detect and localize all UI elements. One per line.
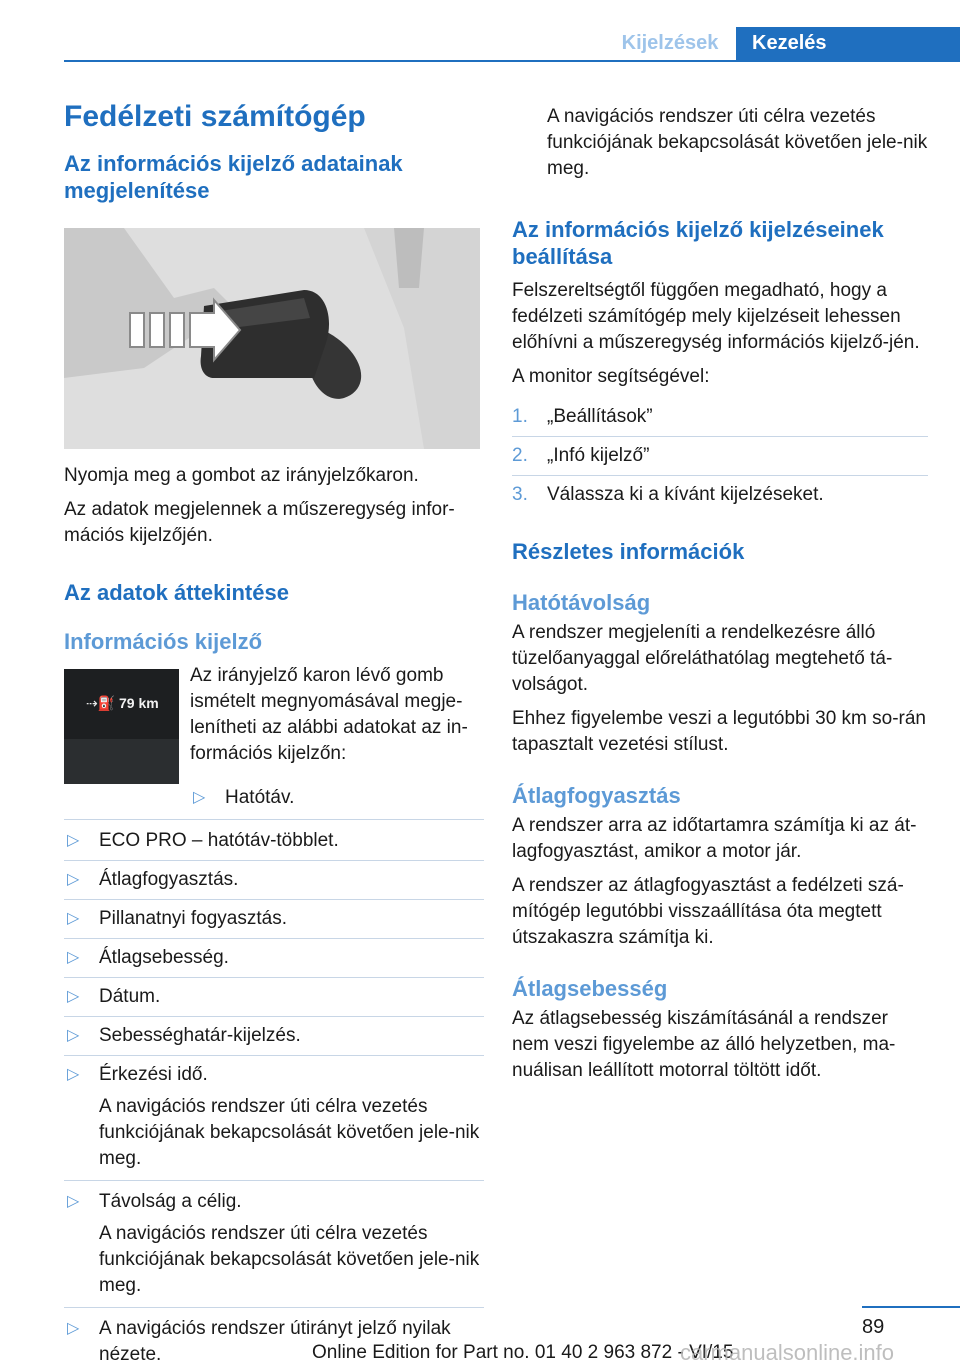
list-item: ▷ Érkezési idő. xyxy=(64,1062,484,1088)
list-item: ▷ Átlagsebesség. xyxy=(64,945,484,971)
triangle-bullet-icon: ▷ xyxy=(67,1193,80,1210)
triangle-bullet-icon: ▷ xyxy=(67,949,80,966)
divider xyxy=(64,938,484,939)
instruction-data-shown: Az adatok megjelennek a műszeregység infor-mációs kijelzőjén. xyxy=(64,499,455,546)
info-display-text: Az irányjelző karon lévő gomb ismételt megnyomásával megje-lenítheti az alábbi adatokat az in-formációs kijelzőn: xyxy=(190,665,468,764)
triangle-bullet-icon: ▷ xyxy=(67,1320,80,1337)
section-heading-settings: Az információs kijelző kijelzéseinek beállítása xyxy=(512,217,884,269)
step-item: 1. „Beállítások” xyxy=(512,406,653,427)
info-display-block xyxy=(64,663,484,785)
list-item-note: A navigációs rendszer úti célra vezetés funkciójának bekapcsolását követően jele-nik meg. xyxy=(99,1096,480,1169)
tab-kezeles[interactable]: Kezelés xyxy=(736,27,960,62)
list-item: ▷ A navigációs rendszer útirányt jelző nyilak nézete. xyxy=(67,1318,451,1365)
monitor-text: A monitor segítségével: xyxy=(512,366,710,387)
consumption-text-2: A rendszer az átlagfogyasztást a fedélzeti szá-mítógép legutóbbi visszaállítása óta megtett útszakaszra számítja ki. xyxy=(512,875,904,948)
edition-text: Online Edition for Part no. 01 40 2 963 872 - VI/15 xyxy=(312,1342,734,1363)
step-item: 2. „Infó kijelző” xyxy=(512,445,650,466)
triangle-bullet-icon: ▷ xyxy=(67,1066,80,1083)
turn-signal-stalk-illustration xyxy=(64,228,480,449)
triangle-bullet-icon: ▷ xyxy=(67,1027,80,1044)
settings-text: Felszereltségtől függően megadható, hogy a fedélzeti számítógép mely kijelzéseit lehessen előhívni a műszeregység információs kijelző-jén. xyxy=(512,280,920,353)
right-column xyxy=(512,104,928,1084)
page-title: Fedélzeti számítógép xyxy=(64,100,366,133)
list-item: ▷ Sebességhatár-kijelzés. xyxy=(64,1023,484,1049)
list-item-note: A navigációs rendszer úti célra vezetés funkciójának bekapcsolását követően jele-nik meg. xyxy=(547,106,928,179)
page-number: 89 xyxy=(862,1316,885,1338)
triangle-bullet-icon: ▷ xyxy=(67,910,80,927)
list-item: ▷ Hatótáv. xyxy=(190,785,484,811)
watermark: carmanualsonline.info xyxy=(680,1340,895,1365)
subheading-info-display: Információs kijelző xyxy=(64,629,263,654)
list-item: ▷ Pillanatnyi fogyasztás. xyxy=(64,906,484,932)
list-item-note: A navigációs rendszer úti célra vezetés funkciójának bekapcsolását követően jele-nik meg. xyxy=(99,1223,480,1296)
tab-kijelzesek[interactable]: Kijelzések xyxy=(621,32,719,54)
divider xyxy=(64,860,484,861)
stalk-photo xyxy=(64,228,480,449)
speed-text: Az átlagsebesség kiszámításánál a rendszer nem veszi figyelembe az álló helyzetben, ma-nuálisan leállított motorral töltött időt. xyxy=(512,1008,896,1081)
subheading-avg-consumption: Átlagfogyasztás xyxy=(512,783,681,808)
triangle-bullet-icon: ▷ xyxy=(67,871,80,888)
subheading-range: Hatótávolság xyxy=(512,590,651,615)
divider xyxy=(512,475,928,476)
triangle-bullet-icon: ▷ xyxy=(193,789,206,806)
divider xyxy=(64,977,484,978)
steps-list xyxy=(512,404,928,508)
section-heading-display: Az információs kijelző adatainak megjelenítése xyxy=(64,151,403,203)
list-item: ▷ Átlagfogyasztás. xyxy=(64,867,484,893)
list-item: ▷ Dátum. xyxy=(64,984,484,1010)
data-list xyxy=(64,785,484,1368)
section-heading-details: Részletes információk xyxy=(512,539,745,564)
header-rule xyxy=(64,60,960,62)
subheading-avg-speed: Átlagsebesség xyxy=(512,976,668,1001)
triangle-bullet-icon: ▷ xyxy=(67,832,80,849)
divider xyxy=(512,436,928,437)
range-value: 79 km xyxy=(119,695,159,711)
divider xyxy=(64,1307,484,1308)
list-item: ▷ ECO PRO – hatótáv-többlet. xyxy=(64,828,484,854)
divider xyxy=(64,819,484,820)
cluster-display-image xyxy=(64,669,179,784)
instruction-press-button: Nyomja meg a gombot az irányjelzőkaron. xyxy=(64,465,419,486)
section-heading-overview: Az adatok áttekintése xyxy=(64,580,289,605)
divider xyxy=(64,1180,484,1181)
range-text-1: A rendszer megjeleníti a rendelkezésre álló tüzelőanyaggal előreláthatólag megtehető tá-volságot. xyxy=(512,622,893,695)
footer-rule xyxy=(862,1306,960,1308)
triangle-bullet-icon: ▷ xyxy=(67,988,80,1005)
divider xyxy=(64,1016,484,1017)
left-column xyxy=(64,98,484,1368)
list-item: ▷ Távolság a célig. xyxy=(64,1189,484,1215)
step-item: 3. Válassza ki a kívánt kijelzéseket. xyxy=(512,484,824,505)
consumption-text-1: A rendszer arra az időtartamra számítja ki az át-lagfogyasztást, amikor a motor jár. xyxy=(512,815,917,862)
fuel-pump-icon: ⇢⛽ xyxy=(86,695,116,711)
divider xyxy=(64,1055,484,1056)
divider xyxy=(64,899,484,900)
range-text-2: Ehhez figyelembe veszi a legutóbbi 30 km so-rán tapasztalt vezetési stílust. xyxy=(512,708,927,755)
